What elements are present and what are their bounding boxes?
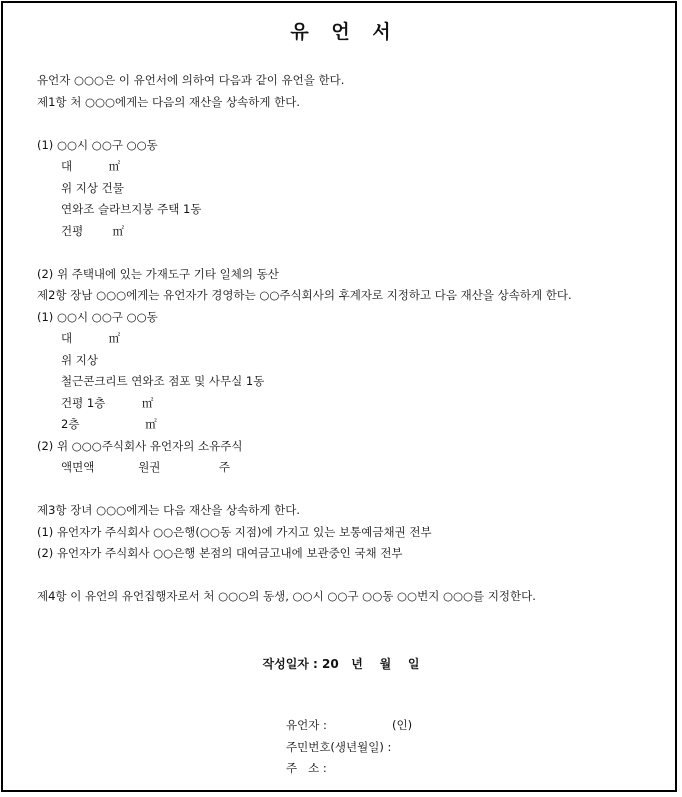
article-2-item-2: (2) 위 ○○○주식회사 유언자의 소유주식 [37, 439, 243, 453]
article-2-item-2-shares: 액면액 원권 주 [61, 460, 231, 474]
article-1-item-1-structure: 연와조 슬라브지붕 주택 1동 [61, 202, 202, 216]
article-2: 제2항 장남 ○○○에게는 유언자가 경영하는 ○○주식회사의 후계자로 지정하고 다음 재산을 상속하게 한다. [37, 288, 572, 302]
seal-mark: (인) [392, 718, 413, 732]
article-1: 제1항 처 ○○○에게는 다음의 재산을 상속하게 한다. [37, 95, 300, 109]
address-label: 주 소 : [286, 761, 327, 775]
article-2-item-1: (1) ○○시 ○○구 ○○동 [37, 310, 158, 324]
article-3-item-2: (2) 유언자가 주식회사 ○○은행 본점의 대여금고내에 보관중인 국채 전부 [37, 546, 403, 560]
document-title: 유 언 서 [290, 21, 392, 43]
article-2-item-1-land: 대 ㎡ [61, 331, 121, 345]
resident-id-label: 주민번호(생년월일) : [286, 740, 392, 754]
article-2-item-1-building: 위 지상 [61, 353, 98, 367]
article-2-item-1-floor1: 건평 1층 ㎡ [61, 396, 154, 410]
article-1-item-1-area: 건평 ㎡ [61, 224, 124, 238]
intro-line: 유언자 ○○○은 이 유언서에 의하여 다음과 같이 유언을 한다. [37, 73, 345, 87]
article-2-item-1-floor2: 2층 ㎡ [61, 417, 157, 431]
article-3-item-1: (1) 유언자가 주식회사 ○○은행(○○동 지점)에 가지고 있는 보통예금채권 전부 [37, 525, 432, 539]
article-1-item-1-land: 대 ㎡ [61, 159, 121, 173]
testator-label: 유언자 : [286, 718, 327, 732]
article-1-item-2: (2) 위 주택내에 있는 가재도구 기타 일체의 동산 [37, 267, 279, 281]
article-1-item-1: (1) ○○시 ○○구 ○○동 [37, 138, 158, 152]
article-2-item-1-structure: 철근콘크리트 연와조 점포 및 사무실 1동 [61, 374, 265, 388]
article-1-item-1-building: 위 지상 건물 [61, 181, 124, 195]
article-3: 제3항 장녀 ○○○에게는 다음 재산을 상속하게 한다. [37, 503, 300, 517]
date-line: 작성일자 : 20 년 월 일 [262, 657, 420, 671]
article-4: 제4항 이 유언의 유언집행자로서 처 ○○○의 동생, ○○시 ○○구 ○○동 ○○번지 ○○○를 지정한다. [37, 589, 536, 603]
